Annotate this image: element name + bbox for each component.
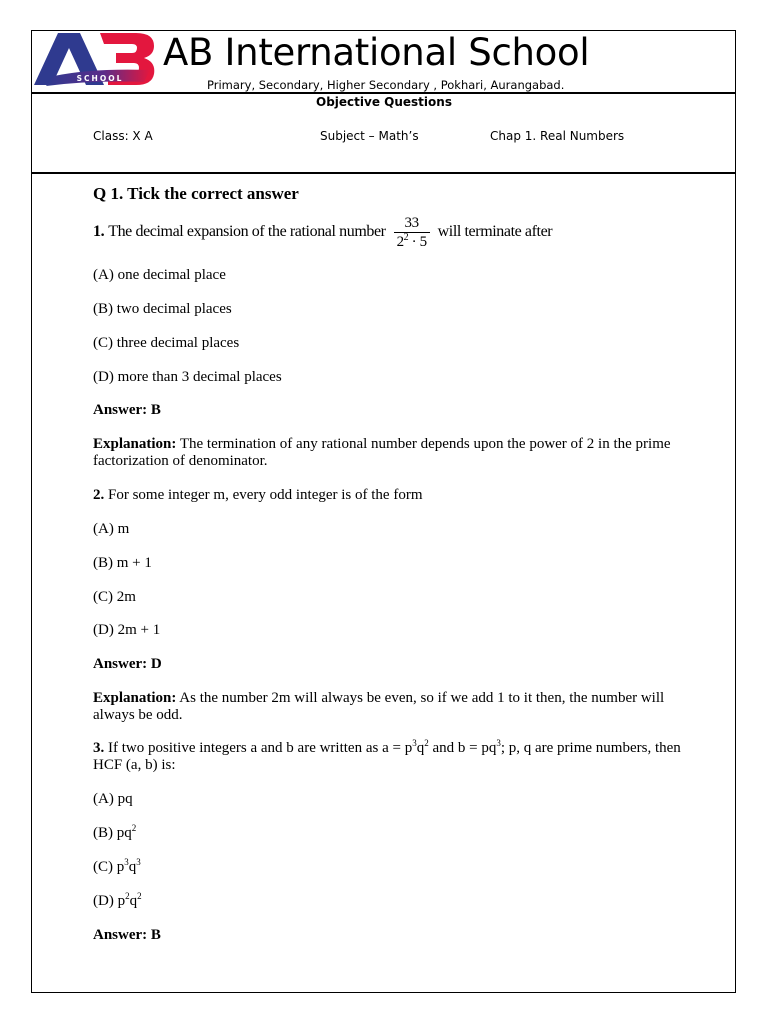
school-address: Primary, Secondary, Higher Secondary , Pokhari, Aurangabad. bbox=[207, 78, 565, 92]
question-3: 3. If two positive integers a and b are written as $a = p^3q^2$ and $b = pq^3$; p, q are prime numbers, then HCF (a, b) is: bbox=[93, 738, 681, 773]
answer: Answer: D bbox=[93, 656, 162, 672]
question-number: 1. bbox=[93, 223, 105, 240]
fraction bbox=[394, 214, 430, 251]
option-d: (D) $p^2q^2$ bbox=[93, 891, 142, 909]
option-b: (B) m + 1 bbox=[93, 555, 152, 571]
question-1 bbox=[93, 210, 552, 254]
question-2: 2. For some integer m, every odd integer is of the form bbox=[93, 487, 423, 503]
fraction-denominator: $2^2 \cdot 5$ bbox=[396, 231, 427, 250]
explanation: Explanation: The termination of any rational number depends upon the power of 2 in the prime factorization of denominator. bbox=[93, 436, 671, 469]
option-a: (A) pq bbox=[93, 791, 133, 807]
section-title: Objective Questions bbox=[316, 95, 452, 109]
fraction-numerator: 33 bbox=[404, 214, 419, 231]
logo-caption: SCHOOL bbox=[76, 74, 124, 83]
answer: Answer: B bbox=[93, 402, 161, 418]
option-b: (B) $pq^2$ bbox=[93, 823, 137, 841]
question-text-end: will terminate after bbox=[437, 223, 553, 240]
chapter-label: Chap 1. Real Numbers bbox=[490, 129, 625, 143]
question-text: The decimal expansion of the rational number bbox=[108, 223, 386, 240]
option-c: (C) $p^3q^3$ bbox=[93, 857, 141, 875]
option-b: (B) two decimal places bbox=[93, 301, 232, 317]
class-label: Class: X A bbox=[93, 129, 153, 143]
option-c: (C) 2m bbox=[93, 589, 136, 605]
school-name: AB International School bbox=[163, 31, 590, 74]
subject-label: Subject – Math’s bbox=[320, 129, 419, 143]
option-d: (D) 2m + 1 bbox=[93, 622, 161, 638]
answer: Answer: B bbox=[93, 927, 161, 943]
school-logo bbox=[32, 30, 156, 88]
section-heading: Q 1. Tick the correct answer bbox=[93, 184, 299, 203]
explanation: Explanation: As the number 2m will always be even, so if we add 1 to it then, the number will always be odd. bbox=[93, 690, 665, 723]
option-c: (C) three decimal places bbox=[93, 335, 240, 351]
header-divider bbox=[31, 92, 736, 94]
option-d: (D) more than 3 decimal places bbox=[93, 369, 282, 385]
page-border bbox=[31, 30, 736, 993]
option-a: (A) m bbox=[93, 521, 130, 537]
meta-divider bbox=[31, 172, 736, 174]
option-a: (A) one decimal place bbox=[93, 267, 226, 283]
